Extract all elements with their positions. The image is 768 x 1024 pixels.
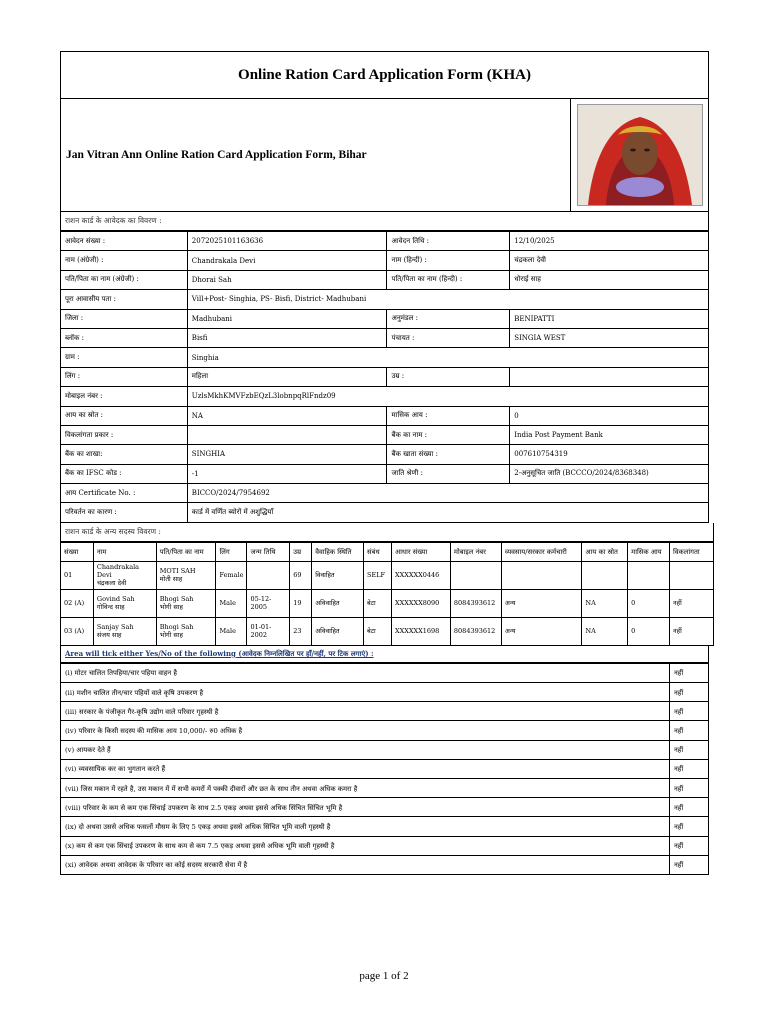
field-label: अनुमंडल : [387,309,510,328]
field-label: पूरा आवासीय पता : [61,290,188,309]
field-label: आवेदन संख्या : [61,232,188,251]
applicant-row [61,251,709,270]
field-label: बैंक का शाखा: [61,445,188,464]
member-aadhaar: XXXXXX0446 [391,561,450,589]
field-label: आवेदन तिथि : [387,232,510,251]
member-disability: नहीं [670,617,714,645]
header-text: Jan Vitran Ann Online Ration Card Application Form, Bihar [66,149,367,161]
member-number: 02 (A) [61,589,94,617]
criteria-question: (i) मोटर चालित तिपहिया/चार पहिया वाहन है [61,663,670,682]
applicant-row [61,328,709,347]
field-value [187,425,387,444]
field-value: महिला [187,367,387,386]
member-father-name [156,589,216,617]
member-father-en: MOTI SAH [159,567,196,576]
member-gender: Male [216,589,247,617]
member-name-hi: संजय साह [96,631,122,640]
member-name-hi: चंद्रकला देवी [96,579,127,588]
criteria-question: (v) आयकर देते हैं [61,740,670,759]
member-disability [670,561,714,589]
field-label: विकलांगता प्रकार : [61,425,188,444]
field-value: 0 [510,406,709,425]
criteria-row [61,663,709,682]
member-relation: SELF [364,561,392,589]
member-monthly-income: 0 [628,589,670,617]
applicant-row [61,309,709,328]
criteria-answer: नहीं [670,702,709,721]
member-marital: अविवाहित [312,589,364,617]
field-value: Chandrakala Devi [187,251,387,270]
field-label: जाति श्रेणी : [387,464,510,483]
member-age: 69 [290,561,312,589]
field-label: आय Certificate No. : [61,484,188,503]
member-monthly-income [628,561,670,589]
member-gender: Female [216,561,247,589]
field-value: BICCO/2024/7954692 [187,484,708,503]
members-column-header: उम्र [290,542,312,561]
members-column-header: विकलांगता [670,542,714,561]
criteria-answer: नहीं [670,778,709,797]
applicant-details-table [60,231,709,523]
applicant-photo [577,104,703,206]
criteria-answer: नहीं [670,721,709,740]
members-table [60,542,714,646]
page-number: page 1 of 2 [359,970,409,982]
member-name-hi: गोविन्द साह [96,603,125,612]
field-label: ग्राम : [61,348,188,367]
applicant-row [61,425,709,444]
members-column-header: जन्म तिथि [247,542,290,561]
field-value: SINGIA WEST [510,328,709,347]
members-column-header: नाम [93,542,156,561]
applicant-row [61,464,709,483]
applicant-row [61,406,709,425]
member-mobile: 8084393612 [450,617,501,645]
member-name [93,617,156,645]
applicant-row [61,232,709,251]
member-father-en: Bhogi Sah [159,623,194,632]
member-name [93,561,156,589]
member-father-hi: भोगी साह [159,603,183,612]
applicant-row [61,367,709,386]
member-monthly-income: 0 [628,617,670,645]
criteria-answer: नहीं [670,740,709,759]
field-value: 2072025101163636 [187,232,387,251]
field-label: बैंक खाता संख्या : [387,445,510,464]
criteria-question: (ii) मशीन चालित तीन/चार पहियों वाले कृषि उपकरण है [61,683,670,702]
field-value: NA [187,406,387,425]
member-row [61,617,714,645]
field-value: चंद्रकला देवी [510,251,709,270]
member-age: 23 [290,617,312,645]
member-father-hi: मोती साह [159,575,183,584]
criteria-question: (vii) जिस मकान में रहते है, उस मकान में में सभी कमरों में पक्की दीवारों और छत के साथ तीन अथवा अधिक कमरा है [61,778,670,797]
member-disability: नहीं [670,589,714,617]
criteria-row [61,721,709,740]
criteria-answer: नहीं [670,798,709,817]
applicant-row [61,290,709,309]
criteria-row [61,836,709,855]
form-header [60,99,709,212]
criteria-question: (vi) व्यवसायिक कर का भुगतान करते हैं [61,759,670,778]
criteria-answer: नहीं [670,683,709,702]
member-dob: 01-01-2002 [247,617,290,645]
field-value: धोराई साह [510,270,709,289]
criteria-question: (iii) सरकार के पंजीकृत गैर-कृषि उद्योग वाले परिवार गृहस्थी है [61,702,670,721]
criteria-answer: नहीं [670,836,709,855]
members-column-header: आय का स्रोत [582,542,628,561]
field-value: 12/10/2025 [510,232,709,251]
field-label: परिवर्तन का कारण : [61,503,188,522]
field-value: Vill+Post- Singhia, PS- Bisfi, District- Madhubani [187,290,708,309]
member-father-name [156,561,216,589]
member-name-en: Govind Sah [96,595,135,604]
criteria-row [61,702,709,721]
criteria-row [61,817,709,836]
field-label: पति/पिता का नाम (हिन्दी) : [387,270,510,289]
members-column-header: संबंध [364,542,392,561]
member-father-hi: भोगी साह [159,631,183,640]
criteria-answer: नहीं [670,759,709,778]
criteria-row [61,683,709,702]
member-occupation: अन्य [501,617,582,645]
yes-no-title: Area will tick either Yes/No of the following (आवेदक निम्नलिखित पर हाँ/नहीं, पर टिक लगाएं) : [60,646,709,663]
applicant-row [61,387,709,406]
members-section [60,523,714,646]
member-income-source [582,561,628,589]
field-value: Bisfi [187,328,387,347]
members-column-header: संख्या [61,542,94,561]
applicant-row [61,445,709,464]
members-column-header: आधार संख्या [391,542,450,561]
members-column-header: वैवाहिक स्थिति [312,542,364,561]
criteria-question: (x) कम से कम एक सिंचाई उपकरण के साथ कम से कम 7.5 एकड़ अथवा इससे अधिक भूमि वाली गृहस्थी है [61,836,670,855]
member-father-en: Bhogi Sah [159,595,194,604]
field-label: पंचायत : [387,328,510,347]
criteria-row [61,740,709,759]
criteria-row [61,798,709,817]
field-value: Singhia [187,348,708,367]
members-column-header: पति/पिता का नाम [156,542,216,561]
member-row [61,561,714,589]
applicant-row [61,503,709,522]
member-name-en: Sanjay Sah [96,623,134,632]
photo-cell [570,99,708,211]
members-column-header: मोबाइल नंबर [450,542,501,561]
member-relation: बेटा [364,617,392,645]
field-value: कार्ड में वर्णित ब्योरों में अशुद्धियाँ [187,503,708,522]
member-occupation: अन्य [501,589,582,617]
criteria-answer: नहीं [670,663,709,682]
field-value: India Post Payment Bank [510,425,709,444]
applicant-row [61,484,709,503]
member-mobile: 8084393612 [450,589,501,617]
field-value: 007610754319 [510,445,709,464]
applicant-section-title: राशन कार्ड के आवेदक का विवरण : [60,212,709,231]
member-income-source: NA [582,617,628,645]
field-value: BENIPATTI [510,309,709,328]
ration-card-form [60,51,709,875]
member-aadhaar: XXXXXX8090 [391,589,450,617]
member-aadhaar: XXXXXX1698 [391,617,450,645]
member-age: 19 [290,589,312,617]
yes-no-table [60,663,709,875]
member-gender: Male [216,617,247,645]
field-label: मासिक आय : [387,406,510,425]
criteria-row [61,759,709,778]
member-number: 01 [61,561,94,589]
members-column-header: लिंग [216,542,247,561]
field-label: उम्र : [387,367,510,386]
member-dob: 05-12-2005 [247,589,290,617]
field-value: Madhubani [187,309,387,328]
field-label: बैंक का नाम : [387,425,510,444]
field-label: पति/पिता का नाम (अंग्रेजी) : [61,270,188,289]
field-label: नाम (अंग्रेजी) : [61,251,188,270]
members-section-title: राशन कार्ड के अन्य सदस्य विवरण : [60,523,714,542]
field-value: SINGHIA [187,445,387,464]
applicant-row [61,270,709,289]
criteria-row [61,855,709,874]
members-column-header: मासिक आय [628,542,670,561]
field-label: आय का स्रोत : [61,406,188,425]
member-name [93,589,156,617]
field-value: Dhorai Sah [187,270,387,289]
member-name-en: Chandrakala Devi [96,563,140,580]
criteria-question: (viii) परिवार के कम से कम एक सिंचाई उपकरण के साथ 2.5 एकड़ अथवा इससे अधिक सिंचित सिंचित भूमि है [61,798,670,817]
field-value [510,367,709,386]
criteria-question: (xi) आवेदक अथवा आवेदक के परिवार का कोई सदस्य सरकारी सेवा में है [61,855,670,874]
member-relation: बेटा [364,589,392,617]
field-value: UzlsMkhKMVFzbEQzL3lobnpqRlFndz09 [187,387,708,406]
field-label: नाम (हिन्दी) : [387,251,510,270]
member-marital: विवाहित [312,561,364,589]
field-label: ब्लॉक : [61,328,188,347]
criteria-answer: नहीं [670,817,709,836]
member-number: 03 (A) [61,617,94,645]
field-value: 2-अनुसूचित जाति (BCCCO/2024/8368348) [510,464,709,483]
member-father-name [156,617,216,645]
field-label: लिंग : [61,367,188,386]
member-occupation [501,561,582,589]
member-dob [247,561,290,589]
members-header-row [61,542,714,561]
members-column-header: व्यवसाय/सरकार कर्मचारी [501,542,582,561]
criteria-row [61,778,709,797]
member-mobile [450,561,501,589]
field-value: -1 [187,464,387,483]
criteria-question: (ix) दो अथवा उससे अधिक फसलों मौसम के लिए 5 एकड़ अथवा इससे अधिक सिंचित भूमि वाली गृहस्थी है [61,817,670,836]
member-marital: अविवाहित [312,617,364,645]
criteria-answer: नहीं [670,855,709,874]
applicant-row [61,348,709,367]
member-income-source: NA [582,589,628,617]
form-title: Online Ration Card Application Form (KHA) [60,51,709,99]
criteria-question: (iv) परिवार के किसी सदस्य की मासिक आय 10,000/- रु0 अधिक है [61,721,670,740]
member-row [61,589,714,617]
field-label: जिला : [61,309,188,328]
field-label: मोबाइल नंबर : [61,387,188,406]
field-label: बैंक का IFSC कोड : [61,464,188,483]
